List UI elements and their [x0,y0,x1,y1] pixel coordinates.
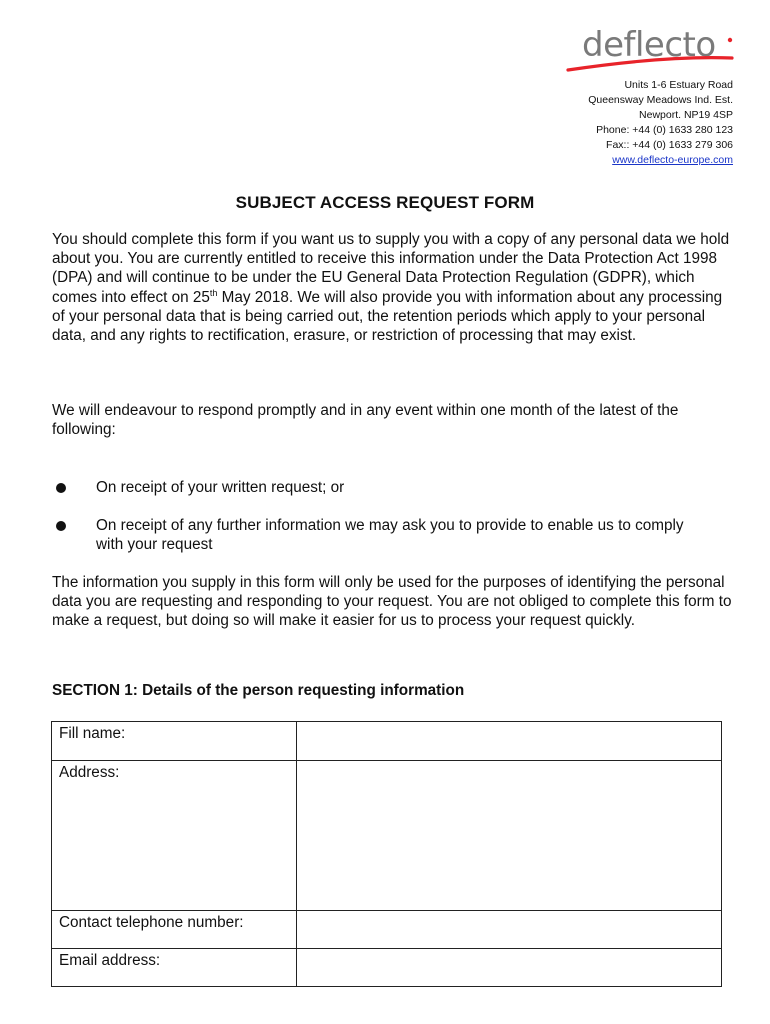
intro-text-start: You should complete this form if you want us to supply you with a copy of any personal data we hold about you. You are currently entitled to receive this information under the Data Protection Act 1998 (DPA) and will continue to be under the EU General Data Protection Regulation (GDPR), which comes into effect on 25 [52,231,730,306]
full-name-field[interactable] [297,722,722,761]
address-line-3: Newport. NP19 4SP [639,109,733,121]
ordinal-suffix: th [209,287,218,298]
intro-text-end: May 2018. We will also provide you with information about any processing of your personal data that is being carried out, the retention periods which apply to your personal data, and any rights to rectification, erasure, or restriction of processing that may exist. [52,288,723,345]
logo-swoosh-icon [562,22,742,78]
address-line-2: Queensway Meadows Ind. Est. [588,94,733,106]
list-item-text: On receipt of your written request; or [96,479,345,496]
respond-paragraph: We will endeavour to respond promptly and in any event within one month of the latest of the following: [52,402,679,439]
table-row [52,949,722,987]
telephone-field[interactable] [297,911,722,949]
website-link[interactable]: www.deflecto-europe.com [612,154,733,166]
table-row [52,761,722,911]
logo-wordmark: deflecto [582,25,716,65]
company-address [588,78,733,168]
bullet-icon [56,483,66,493]
address-label: Address: [52,761,297,911]
address-field[interactable] [297,761,722,911]
table-row [52,911,722,949]
section-1-heading: SECTION 1: Details of the person requesting information [52,682,465,699]
email-label: Email address: [52,949,297,987]
deflecto-logo [562,22,742,74]
phone-number: Phone: +44 (0) 1633 280 123 [596,124,733,136]
requester-details-table [51,721,722,987]
email-field[interactable] [297,949,722,987]
intro-paragraph [52,230,732,345]
bullet-icon [56,521,66,531]
page-title: SUBJECT ACCESS REQUEST FORM [235,193,535,212]
list-item-text: On receipt of any further information we may ask you to provide to enable us to comply with your request [96,517,684,554]
table-row [52,722,722,761]
usage-paragraph: The information you supply in this form will only be used for the purposes of identifying the personal data you are requesting and responding to your request. You are not obliged to complete this form to make a request, but doing so will make it easier for us to process your request quickly. [52,574,732,630]
telephone-label: Contact telephone number: [52,911,297,949]
fax-number: Fax:: +44 (0) 1633 279 306 [606,139,733,151]
address-line-1: Units 1-6 Estuary Road [624,79,733,91]
full-name-label: Fill name: [52,722,297,761]
